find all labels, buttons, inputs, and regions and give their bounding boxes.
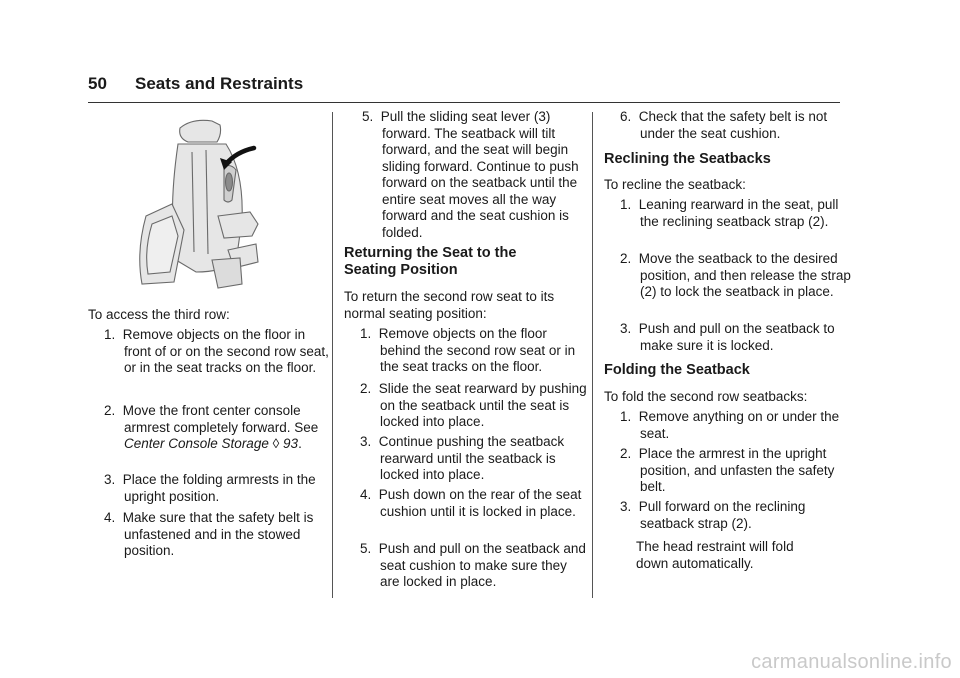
page-header <box>88 72 840 103</box>
returning-seat-heading: Returning the Seat to the Seating Position <box>344 245 517 278</box>
col2-list-item-4: 4. Push down on the rear of the seat cushion until it is locked in place. <box>360 487 582 519</box>
folding-heading: Folding the Seatback <box>604 362 750 378</box>
col2-intro: To return the second row seat to its normal seating position: <box>344 289 555 321</box>
col2-list-item-2: 2. Slide the seat rearward by pushing on the seatback until the seat is locked into place. <box>360 381 587 429</box>
folding-intro: To fold the second row seatbacks: <box>604 389 808 404</box>
col1-list-item-3: 3. Place the folding armrests in the upright position. <box>104 472 316 504</box>
page-number: 50 <box>88 74 107 93</box>
col2-list-item-3: 3. Continue pushing the seatback rearward until the seatback is locked into place. <box>360 434 565 482</box>
col2-list-item-5a: 5. Pull the sliding seat lever (3) forward. The seatback will tilt forward, and the seat will begin sliding forward. Continue to push forward on the seatback until the entire seat moves all the way forward and the seat cushion is folded. <box>362 109 579 240</box>
page-ref-number[interactable]: 93 <box>283 436 299 451</box>
reclining-intro: To recline the seatback: <box>604 177 746 192</box>
watermark: carmanualsonline.info <box>751 651 952 673</box>
reclining-list-item-2: 2. Move the seatback to the desired position, and then release the strap (2) to lock the seatback in place. <box>620 251 851 299</box>
col1-intro: To access the third row: <box>88 307 230 322</box>
seat-illustration <box>132 112 282 292</box>
folding-note: The head restraint will fold down automatically. <box>636 539 794 571</box>
reclining-heading: Reclining the Seatbacks <box>604 151 771 167</box>
col2-list-item-1: 1. Remove objects on the floor behind the second row seat or in the seat tracks on the floor. <box>360 326 576 374</box>
folding-list-item-2: 2. Place the armrest in the upright position, and unfasten the safety belt. <box>620 446 835 494</box>
col1-list-item-2: 2. Move the front center console armrest completely forward. See Center Console Storage ◊ 93. <box>104 403 319 451</box>
folding-list-item-1: 1. Remove anything on or under the seat. <box>620 409 840 441</box>
col1-list-item-4: 4. Make sure that the safety belt is unfastened and in the stowed position. <box>104 510 314 558</box>
reclining-list-item-1: 1. Leaning rearward in the seat, pull the reclining seatback strap (2). <box>620 197 839 229</box>
col2-list-item-5: 5. Push and pull on the seatback and seat cushion to make sure they are locked in place. <box>360 541 586 589</box>
column-divider-2 <box>592 112 593 598</box>
page-ref-arrow-icon: ◊ <box>272 436 280 451</box>
col3-list-item-6: 6. Check that the safety belt is not under the seat cushion. <box>620 109 828 141</box>
col1-list-item-1: 1. Remove objects on the floor in front of or on the second row seat, or in the seat tracks on the floor. <box>104 327 329 375</box>
center-console-link[interactable]: Center Console Storage <box>124 436 269 451</box>
reclining-list-item-3: 3. Push and pull on the seatback to make sure it is locked. <box>620 321 835 353</box>
section-title: Seats and Restraints <box>135 74 304 93</box>
folding-list-item-3: 3. Pull forward on the reclining seatback strap (2). <box>620 499 806 531</box>
